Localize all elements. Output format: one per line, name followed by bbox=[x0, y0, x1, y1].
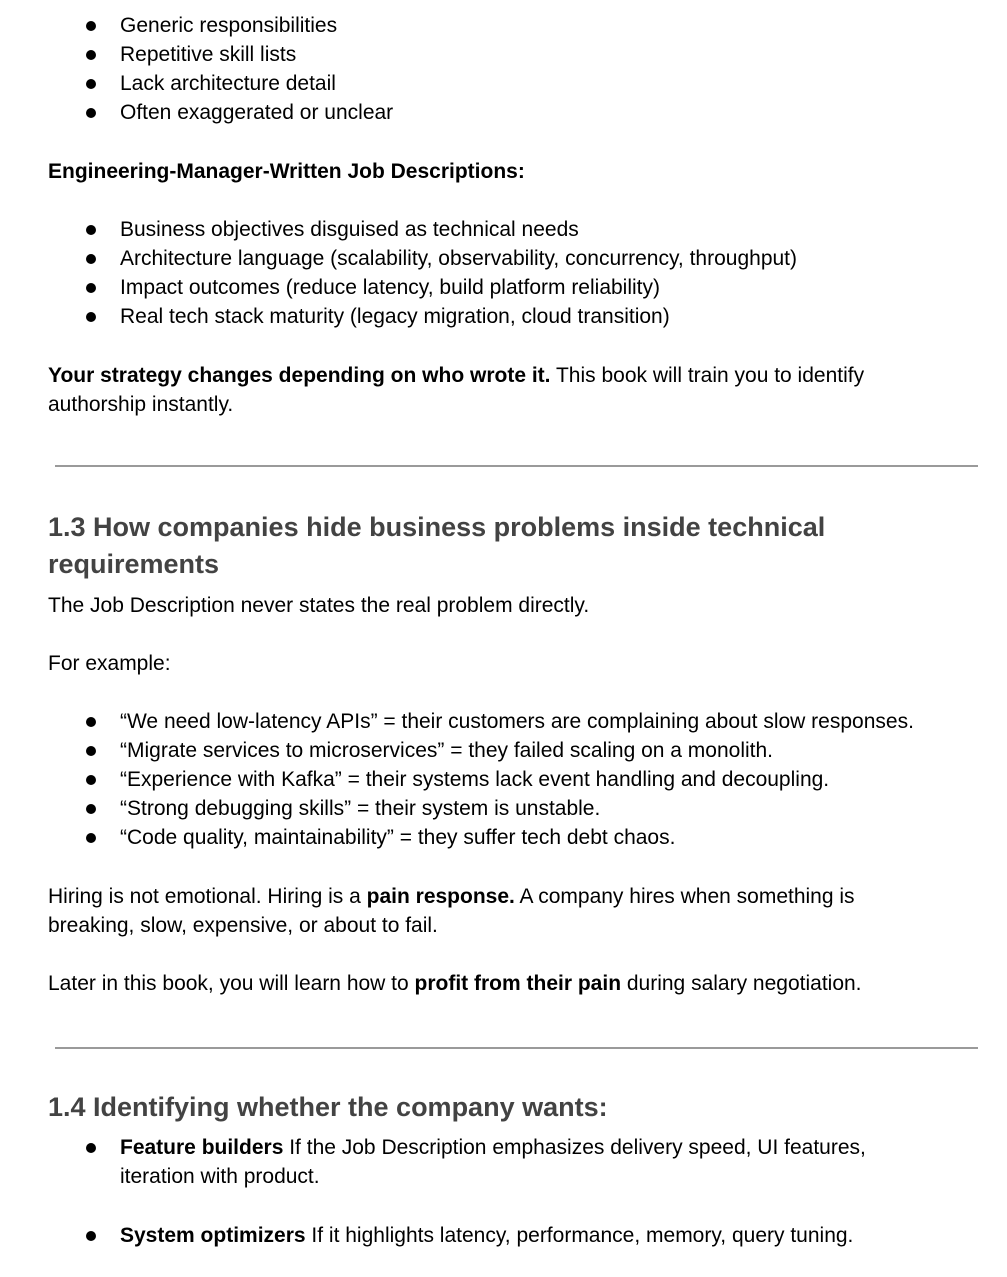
list-item bbox=[120, 98, 393, 127]
bullet-icon bbox=[86, 1231, 96, 1241]
bullet-icon bbox=[86, 804, 96, 814]
bullet-icon bbox=[86, 283, 96, 293]
list-item bbox=[120, 273, 660, 302]
list-item-text: “Code quality, maintainability” = they suffer tech debt chaos. bbox=[120, 826, 676, 849]
list-item-text: “Migrate services to microservices” = they failed scaling on a monolith. bbox=[120, 739, 774, 762]
bullet-icon bbox=[86, 225, 96, 235]
list-item bbox=[120, 765, 829, 794]
intro-paragraph: The Job Description never states the real problem directly. bbox=[48, 594, 590, 617]
bullet-icon bbox=[86, 312, 96, 322]
section-heading-1-4: 1.4 Identifying whether the company wants: bbox=[48, 1092, 608, 1122]
heading-line: requirements bbox=[48, 549, 220, 579]
hiring-paragraph bbox=[48, 882, 855, 940]
list-item-text: “We need low-latency APIs” = their customers are complaining about slow responses. bbox=[120, 710, 914, 733]
list-item-text: Generic responsibilities bbox=[120, 14, 338, 37]
paragraph-bold: profit from their pain bbox=[414, 972, 622, 995]
paragraph-text: during salary negotiation. bbox=[621, 972, 862, 995]
section-label: Engineering-Manager-Written Job Descriptions: bbox=[48, 160, 525, 183]
list-item bbox=[120, 302, 670, 331]
bullet-icon bbox=[86, 746, 96, 756]
list-item bbox=[120, 1133, 866, 1191]
list-item-bold: Feature builders bbox=[120, 1136, 284, 1159]
strategy-text: This book will train you to identify bbox=[550, 364, 865, 387]
strategy-paragraph bbox=[48, 361, 864, 419]
paragraph-bold: pain response. bbox=[366, 885, 515, 908]
bullet-icon bbox=[86, 254, 96, 264]
list-item bbox=[120, 215, 579, 244]
list-item bbox=[120, 69, 336, 98]
bullet-icon bbox=[86, 79, 96, 89]
list-item-text: If the Job Description emphasizes delivery speed, UI features, bbox=[283, 1136, 866, 1159]
horizontal-divider bbox=[55, 1047, 978, 1049]
section-heading-1-3 bbox=[48, 509, 825, 583]
list-item-text: If it highlights latency, performance, memory, query tuning. bbox=[305, 1224, 854, 1247]
list-item bbox=[120, 823, 675, 852]
bullet-icon bbox=[86, 833, 96, 843]
list-item-bold: System optimizers bbox=[120, 1224, 306, 1247]
bullet-icon bbox=[86, 1143, 96, 1153]
list-item-text: Often exaggerated or unclear bbox=[120, 101, 394, 124]
list-item bbox=[120, 707, 914, 736]
list-item-text: Real tech stack maturity (legacy migration, cloud transition) bbox=[120, 305, 670, 328]
paragraph-text: Hiring is not emotional. Hiring is a bbox=[48, 885, 367, 908]
horizontal-divider bbox=[55, 465, 978, 467]
list-item bbox=[120, 736, 773, 765]
heading-line: 1.3 How companies hide business problems inside technical bbox=[48, 512, 826, 542]
bullet-icon bbox=[86, 21, 96, 31]
strategy-bold: Your strategy changes depending on who wrote it. bbox=[48, 364, 551, 387]
list-item-text: Lack architecture detail bbox=[120, 72, 336, 95]
strategy-text-line2: authorship instantly. bbox=[48, 393, 234, 416]
later-paragraph bbox=[48, 969, 862, 998]
for-example-paragraph: For example: bbox=[48, 652, 171, 675]
list-item bbox=[120, 794, 600, 823]
list-item-text: Business objectives disguised as technical needs bbox=[120, 218, 579, 241]
list-item-text: Repetitive skill lists bbox=[120, 43, 297, 66]
list-item bbox=[120, 11, 337, 40]
bullet-icon bbox=[86, 775, 96, 785]
list-item-text: “Experience with Kafka” = their systems lack event handling and decoupling. bbox=[120, 768, 830, 791]
paragraph-text: A company hires when something is bbox=[514, 885, 855, 908]
paragraph-text: breaking, slow, expensive, or about to fail. bbox=[48, 914, 438, 937]
paragraph-text: Later in this book, you will learn how to bbox=[48, 972, 415, 995]
bullet-icon bbox=[86, 108, 96, 118]
list-item-text: iteration with product. bbox=[120, 1165, 320, 1188]
list-item-text: Architecture language (scalability, observability, concurrency, throughput) bbox=[120, 247, 798, 270]
list-item bbox=[120, 1221, 853, 1250]
list-item bbox=[120, 40, 296, 69]
bullet-icon bbox=[86, 50, 96, 60]
list-item-text: “Strong debugging skills” = their system is unstable. bbox=[120, 797, 601, 820]
list-item bbox=[120, 244, 797, 273]
list-item-text: Impact outcomes (reduce latency, build platform reliability) bbox=[120, 276, 661, 299]
bullet-icon bbox=[86, 717, 96, 727]
